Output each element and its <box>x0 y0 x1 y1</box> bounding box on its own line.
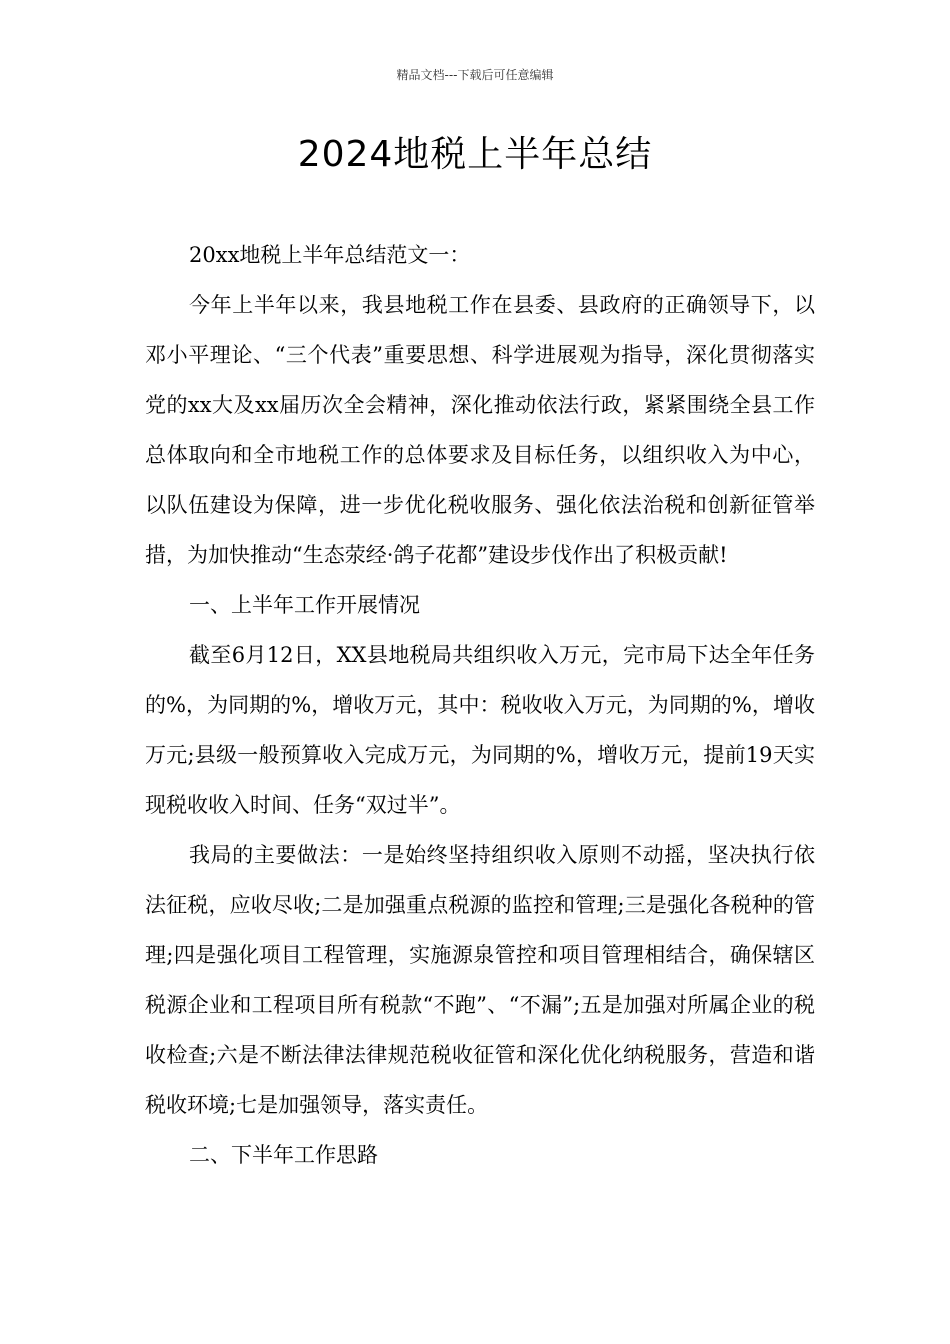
paragraph-revenue: 截至6月12日，XX县地税局共组织收入万元，完市局下达全年任务的%，为同期的%，增收万元，其中：税收收入万元，为同期的%，增收万元;县级一般预算收入完成万元，为同期的%，增收万元，提前19天实现税收收入时间、任务“双过半”。 <box>145 643 815 817</box>
section-heading-second-half: 二、下半年工作思路 <box>189 1143 378 1167</box>
section-heading-first-half: 一、上半年工作开展情况 <box>189 593 420 617</box>
page-header-note: 精品文档---下载后可任意编辑 <box>396 68 554 82</box>
paragraph-methods: 我局的主要做法：一是始终坚持组织收入原则不动摇，坚决执行依法征税，应收尽收;二是加强重点税源的监控和管理;三是强化各税种的管理;四是强化项目工程管理，实施源泉管控和项目管理相结合，确保辖区税源企业和工程项目所有税款“不跑”、“不漏”;五是加强对所属企业的税收检查;六是不断法律法律规范税收征管和深化优化纳税服务，营造和谐税收环境;七是加强领导，落实责任。 <box>145 843 815 1117</box>
paragraph-overview: 今年上半年以来，我县地税工作在县委、县政府的正确领导下，以邓小平理论、“三个代表”重要思想、科学进展观为指导，深化贯彻落实党的xx大及xx届历次全会精神，深化推动依法行政，紧紧围绕全县工作总体取向和全市地税工作的总体要求及目标任务，以组织收入为中心，以队伍建设为保障，进一步优化税收服务、强化依法治税和创新征管举措，为加快推动“生态荥经·鸽子花都”建设步伐作出了积极贡献! <box>145 293 815 567</box>
document-body <box>145 230 815 1180</box>
document-title: 2024地税上半年总结 <box>297 134 653 175</box>
paragraph-intro: 20xx地税上半年总结范文一： <box>189 243 471 267</box>
